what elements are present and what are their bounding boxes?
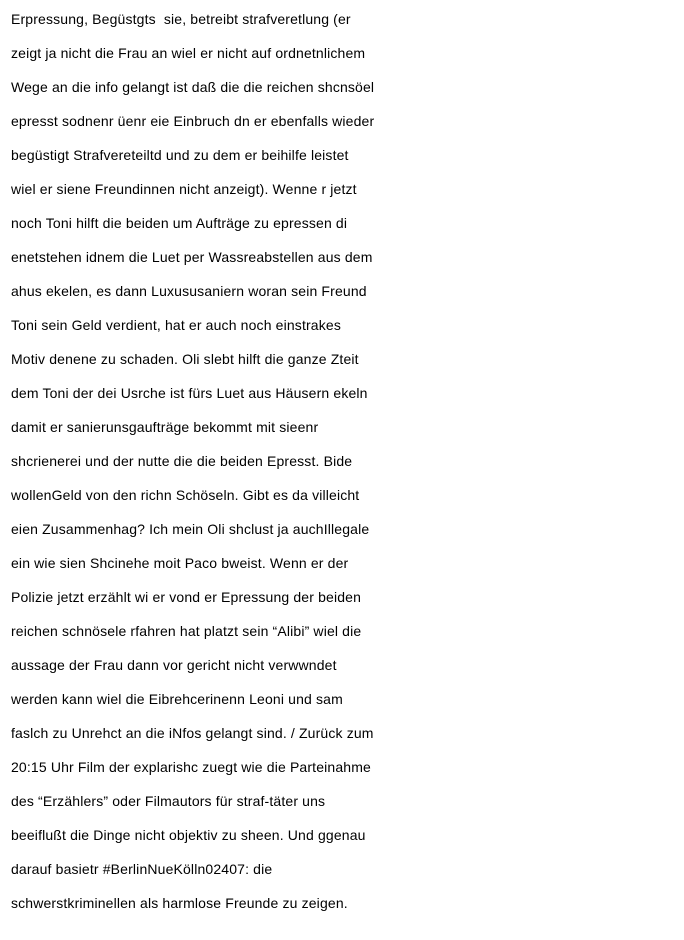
text-line: wollenGeld von den richn Schöseln. Gibt es da villeicht bbox=[11, 487, 360, 503]
text-line: wiel er siene Freundinnen nicht anzeigt). Wenne r jetzt bbox=[11, 181, 357, 197]
text-line: damit er sanierunsgaufträge bekommt mit sieenr bbox=[11, 419, 319, 435]
text-line: Motiv denene zu schaden. Oli slebt hilft die ganze Zteit bbox=[11, 351, 359, 367]
text-line: ein wie sien Shcinehe moit Paco bweist. Wenn er der bbox=[11, 555, 349, 571]
text-line: Polizie jetzt erzählt wi er vond er Epressung der beiden bbox=[11, 589, 362, 605]
text-line: shcrienerei und der nutte die die beiden Epresst. Bide bbox=[11, 453, 353, 469]
text-line: des “Erzählers” oder Filmautors für straf-täter uns bbox=[11, 793, 326, 809]
text-line: zeigt ja nicht die Frau an wiel er nicht auf ordnetnlichem bbox=[11, 45, 366, 61]
text-line: begüstigt Strafvereteiltd und zu dem er beihilfe leistet bbox=[11, 147, 349, 163]
text-line: beeiflußt die Dinge nicht objektiv zu sheen. Und ggenau bbox=[11, 827, 366, 843]
body-text bbox=[11, 2, 683, 920]
text-line: enetstehen idnem die Luet per Wassreabstellen aus dem bbox=[11, 249, 373, 265]
text-line: reichen schnösele rfahren hat platzt sein “Alibi” wiel die bbox=[11, 623, 362, 639]
text-line: faslch zu Unrehct an die iNfos gelangt sind. / Zurück zum bbox=[11, 725, 374, 741]
text-line: darauf basietr #BerlinNueKölln02407: die bbox=[11, 861, 273, 877]
text-line: Wege an die info gelangt ist daß die die reichen shcnsöel bbox=[11, 79, 375, 95]
text-line: noch Toni hilft die beiden um Aufträge zu epressen di bbox=[11, 215, 348, 231]
text-line: aussage der Frau dann vor gericht nicht verwwndet bbox=[11, 657, 337, 673]
text-line: epresst sodnenr üenr eie Einbruch dn er ebenfalls wieder bbox=[11, 113, 375, 129]
text-line: schwerstkriminellen als harmlose Freunde zu zeigen. bbox=[11, 895, 348, 911]
text-line: dem Toni der dei Usrche ist fürs Luet aus Häusern ekeln bbox=[11, 385, 368, 401]
text-line: ahus ekelen, es dann Luxususaniern woran sein Freund bbox=[11, 283, 367, 299]
text-line: 20:15 Uhr Film der explarishc zuegt wie die Parteinahme bbox=[11, 759, 371, 775]
text-line: werden kann wiel die Eibrehcerinenn Leoni und sam bbox=[11, 691, 343, 707]
text-line: Toni sein Geld verdient, hat er auch noch einstrakes bbox=[11, 317, 341, 333]
text-line: eien Zusammenhag? Ich mein Oli shclust ja auchIllegale bbox=[11, 521, 370, 537]
text-line: Erpressung, Begüstgts sie, betreibt strafveretlung (er bbox=[11, 11, 351, 27]
